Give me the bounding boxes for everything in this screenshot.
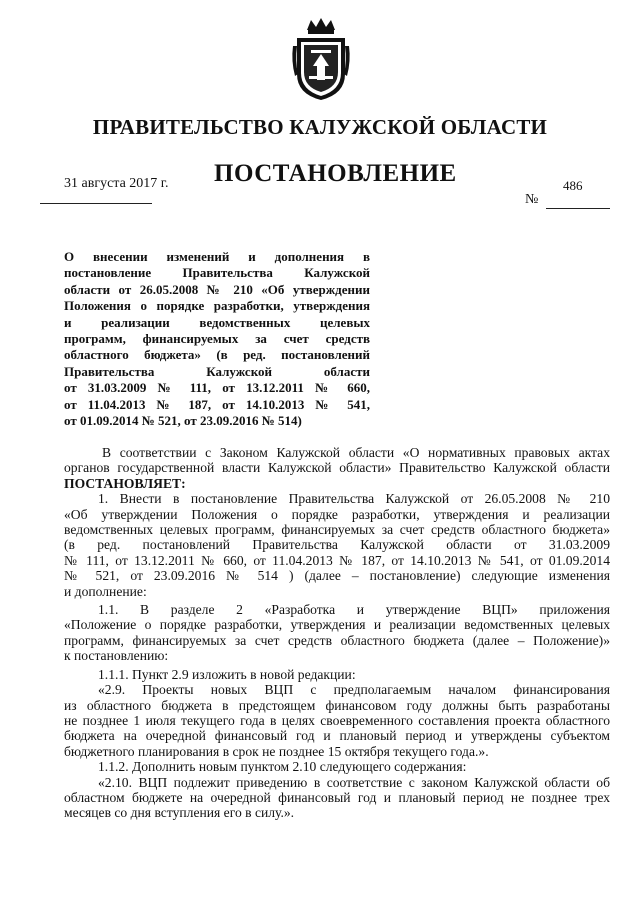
title-line: Положения о порядке разработки, утверждения — [64, 298, 370, 314]
body-line: «2.9. Проекты новых ВЦП с предполагаемым началом финансирования — [98, 682, 610, 698]
body-line: областном бюджете на очередной финансовый год и плановый период не позднее трех — [64, 789, 610, 805]
document-date: 31 августа 2017 г. — [64, 176, 169, 191]
number-underline — [546, 208, 610, 209]
title-line: программ, финансируемых за счет средств — [64, 331, 370, 347]
body-line: программ, финансируемых за счет средств областного бюджета (далее – Положение)» — [64, 632, 610, 648]
body-line: (в ред. постановлений Правительства Калужской области от 31.03.2009 — [64, 537, 610, 553]
organization-name: ПРАВИТЕЛЬСТВО КАЛУЖСКОЙ ОБЛАСТИ — [92, 115, 548, 139]
body-line: 1.1. В разделе 2 «Разработка и утверждение ВЦП» приложения — [98, 602, 610, 618]
body-line: и дополнение: — [64, 583, 147, 599]
title-line: от 01.09.2014 № 521, от 23.09.2016 № 514) — [64, 413, 302, 429]
body-line: к постановлению: — [64, 648, 169, 664]
body-line: из областного бюджета в предстоящем финансовом году должны быть разработаны — [64, 697, 610, 713]
coat-of-arms-icon — [291, 16, 351, 102]
body-line: В соответствии с Законом Калужской области «О нормативных правовых актах — [102, 445, 610, 460]
body-line: № 521, от 23.09.2016 № 514 ) (далее – постановление) следующие изменения — [64, 568, 610, 584]
decree-keyword: ПОСТАНОВЛЯЕТ: — [64, 475, 186, 491]
title-line: и реализации ведомственных целевых — [64, 314, 370, 330]
title-line: О внесении изменений и дополнения в — [64, 249, 370, 264]
document-type: ПОСТАНОВЛЕНИЕ — [214, 160, 457, 187]
body-line: 1.1.2. Дополнить новым пунктом 2.10 следующего содержания: — [98, 759, 467, 775]
title-line: областного бюджета» (в ред. постановлений — [64, 347, 370, 363]
document-body — [64, 445, 610, 821]
body-line: бюджетного планирования в срок не позднее 15 октября текущего года.». — [64, 743, 489, 759]
body-line: «Об утверждении Положения о порядке разработки, утверждения и реализации — [64, 506, 610, 522]
title-line: Правительства Калужской области — [64, 363, 370, 379]
body-line: «2.10. ВЦП подлежит приведению в соответствие с законом Калужской области об — [98, 774, 610, 790]
body-line: бюджета на очередной финансовый год и плановый период и утверждены субъектом — [64, 728, 610, 744]
body-line: ведомственных целевых программ, финансируемых за счет средств областного бюджета» — [64, 522, 610, 538]
body-line: органов государственной власти Калужской области» Правительство Калужской области — [64, 460, 610, 476]
title-line: от 11.04.2013 № 187, от 14.10.2013 № 541, — [64, 396, 370, 412]
body-line: месяцев со дня вступления его в силу.». — [64, 805, 295, 821]
body-line: 1. Внести в постановление Правительства Калужской от 26.05.2008 № 210 — [98, 491, 610, 507]
document-title — [64, 249, 370, 429]
title-line: от 31.03.2009 № 111, от 13.12.2011 № 660, — [64, 380, 370, 396]
body-line: 1.1.1. Пункт 2.9 изложить в новой редакции: — [98, 666, 356, 682]
number-label: № — [525, 192, 539, 207]
document-number: 486 — [563, 178, 583, 193]
body-line: № 111, от 13.12.2011 № 660, от 11.04.2013 № 187, от 14.10.2013 № 541, от 01.09.2014 — [64, 552, 610, 568]
body-line: «Положение о порядке разработки, утверждения и реализации ведомственных целевых — [64, 617, 610, 633]
title-line: области от 26.05.2008 № 210 «Об утверждении — [64, 281, 370, 297]
date-underline — [40, 203, 152, 204]
body-line: не позднее 1 июля текущего года в целях своевременного составления проекта областного — [64, 712, 610, 728]
title-line: постановление Правительства Калужской — [64, 265, 370, 281]
